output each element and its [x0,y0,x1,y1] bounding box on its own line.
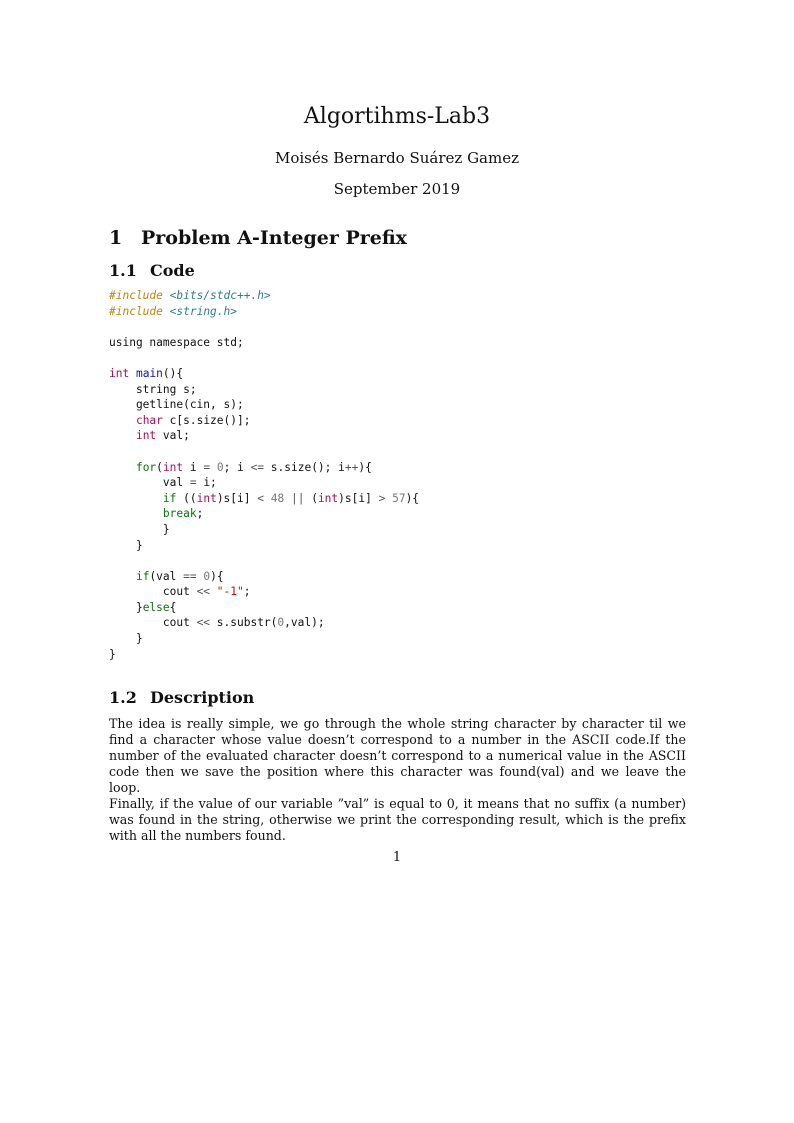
code-token: else [142,600,170,614]
code-token [163,289,170,302]
code-listing [109,288,419,662]
code-token: < [257,491,264,505]
description-body [109,716,686,844]
page-number: 1 [392,850,402,865]
code-token [109,492,163,505]
subsection-number: 1.2 [109,688,137,707]
code-token: ){ [405,491,420,505]
code-token: 0 [277,616,285,630]
section-number: 1 [109,227,123,249]
code-token: using namespace std; [109,335,244,349]
code-token: )s[i] [338,491,379,505]
code-line [109,647,419,663]
code-token [109,461,136,474]
code-token [210,585,217,598]
code-line [109,397,419,413]
code-token: s.size(); i [264,460,345,474]
code-token: 48 [270,491,285,505]
code-line [109,413,419,429]
code-line [109,553,419,569]
code-token [210,461,217,474]
code-token: << [196,616,211,630]
code-token: cout [109,585,197,599]
code-token: <= [250,460,265,474]
code-token: } [109,522,170,536]
code-token: int [109,366,130,380]
document-author: Moisés Bernardo Suárez Gamez [275,149,519,167]
code-line [109,600,419,616]
code-line [109,335,419,351]
code-token: getline(cin, s); [109,398,244,412]
code-token: 0 [216,460,224,474]
code-token: (( [176,491,197,505]
code-line [109,428,419,444]
code-line [109,569,419,585]
code-token: == [183,569,197,583]
code-line [109,366,419,382]
code-token: c[s.size()]; [162,413,251,427]
code-token: <string.h> [169,304,237,318]
code-token: ; [196,507,204,521]
section-heading [109,226,407,250]
code-token: s.substr( [210,616,278,630]
code-line [109,382,419,398]
code-line [109,319,419,335]
code-token: ){ [210,569,224,583]
code-token: } [109,538,143,552]
code-token: val [109,476,190,490]
code-token: (){ [162,366,184,380]
code-token: if [135,569,150,583]
code-token: if [162,491,177,505]
code-token: ,val); [284,616,325,630]
code-token: #include [109,304,163,318]
subsection-title: Code [150,261,195,280]
code-token: cout [109,616,197,630]
code-line [109,538,419,554]
code-token [264,492,271,505]
code-token: = [203,460,211,474]
code-token [109,570,136,583]
code-token: int [135,429,157,443]
code-token: main [135,366,163,380]
code-token: break [162,507,197,521]
code-token: << [196,585,211,599]
code-token: } [109,632,143,646]
code-token [109,507,163,520]
description-paragraph: Finally, if the value of our variable ”val” is equal to 0, it means that no suffix (a number) was found in the string, otherwise we print the corresponding result, which is the prefix with all the numbers found. [109,796,686,843]
code-token [284,492,291,505]
code-token: int [196,491,217,505]
code-token: } [109,600,143,614]
code-token: #include [109,289,163,302]
code-token: ; [243,585,251,599]
code-line [109,522,419,538]
code-token: || [290,491,305,505]
code-token [109,414,136,427]
code-line [109,460,419,476]
code-token: val; [156,429,190,443]
code-token: string s; [109,382,197,396]
code-line [109,584,419,600]
code-token: <bits/stdc++.h> [169,289,271,302]
code-token: for [135,460,157,474]
code-line [109,491,419,507]
code-token: > [378,491,386,505]
code-line [109,288,419,304]
code-token: char [135,413,163,427]
subsection-heading-code [109,261,195,281]
code-token: (val [149,569,184,583]
code-token: ; i [223,460,251,474]
code-token: i [183,460,204,474]
code-token: ( [304,491,318,505]
subsection-heading-description [109,688,254,708]
code-line [109,615,419,631]
code-token: )s[i] [216,491,258,505]
code-token: { [169,600,177,614]
code-line [109,506,419,522]
code-token [109,429,136,442]
code-token: } [109,647,116,661]
code-token [129,367,136,380]
document-title: Algortihms-Lab3 [303,104,491,129]
code-token: ++ [344,460,359,474]
document-date: September 2019 [333,180,461,198]
subsection-title: Description [150,688,255,707]
code-line [109,304,419,320]
code-token: i; [196,476,217,490]
section-title: Problem A-Integer Prefix [141,227,407,249]
code-token: ){ [358,460,372,474]
subsection-number: 1.1 [109,261,137,280]
description-paragraph: The idea is really simple, we go through the whole string character by character til we find a character whose value doesn’t correspond to a number in the ASCII code.If the number of the evaluated character doesn’t correspond to a numerical value in the ASCII code then we save the position where this character was found(val) and we leave the loop. [109,716,686,795]
code-line [109,444,419,460]
code-line [109,350,419,366]
code-token [163,305,170,318]
code-token: = [189,476,197,490]
code-line [109,631,419,647]
code-token: 0 [203,569,211,583]
code-token: "-1" [216,585,244,599]
code-token: ( [156,460,163,474]
code-line [109,475,419,491]
code-token: 57 [392,491,406,505]
code-token: int [162,460,184,474]
code-token: int [317,491,339,505]
